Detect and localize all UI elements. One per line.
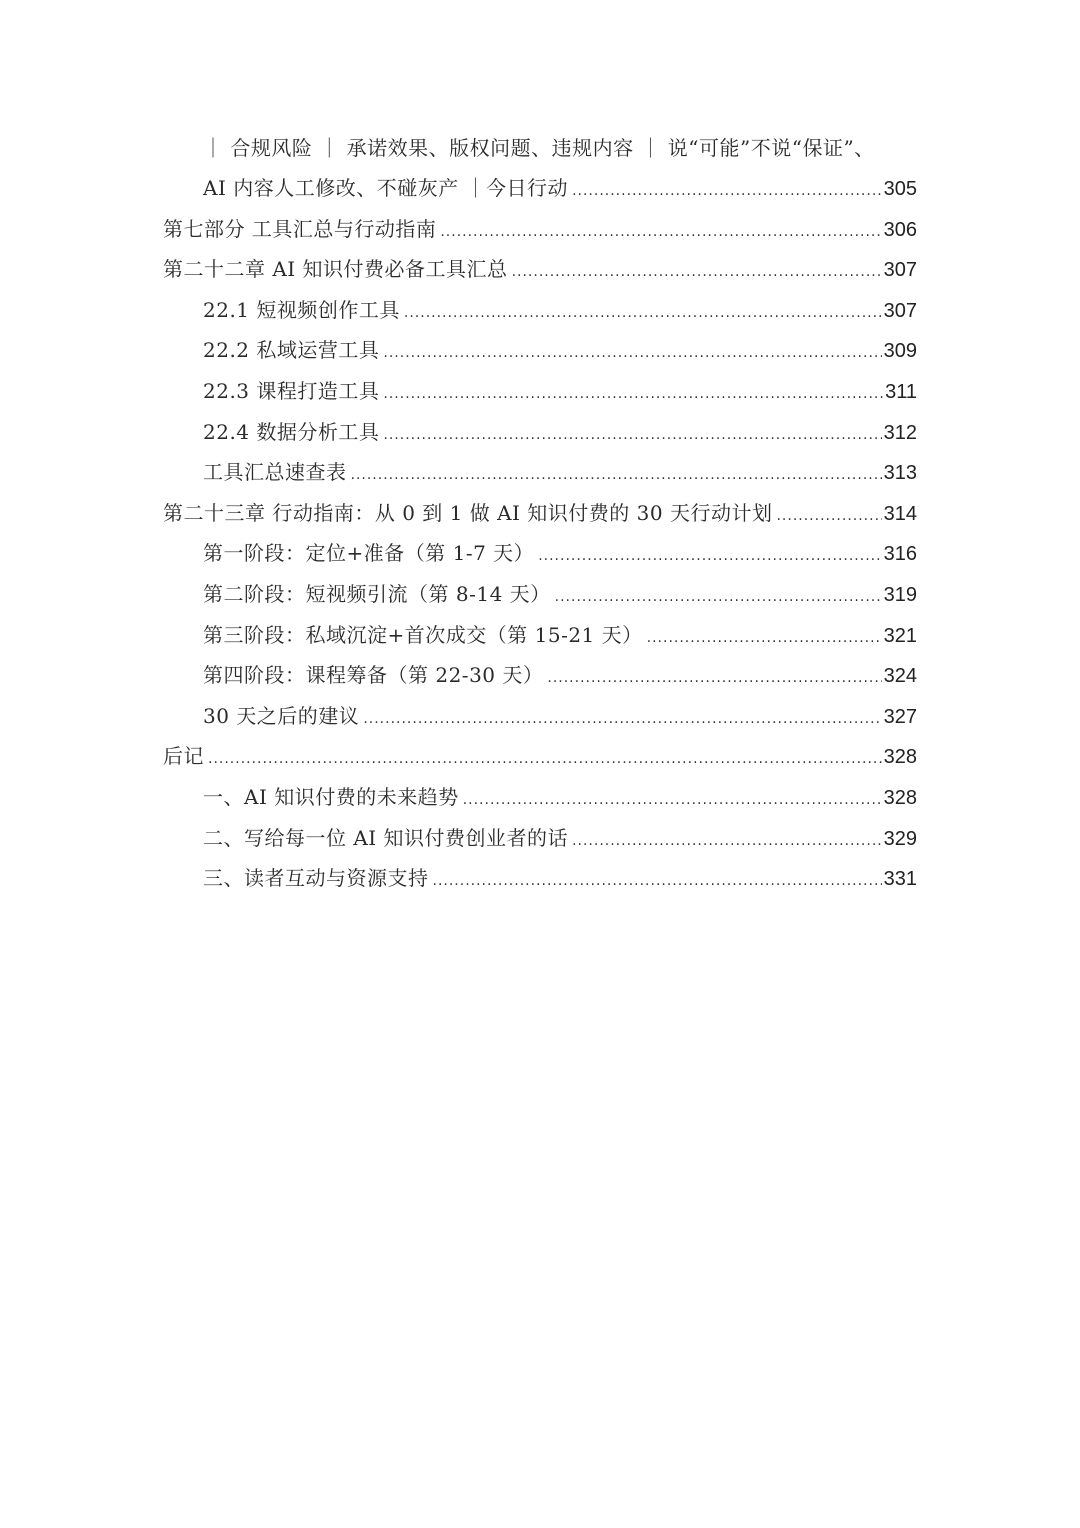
table-of-contents [163, 128, 917, 899]
toc-entry-title: 工具汇总速查表 [203, 460, 347, 485]
toc-entry[interactable] [163, 290, 917, 331]
toc-leader-dots [383, 415, 881, 456]
toc-leader-dots [572, 821, 882, 862]
toc-page-number: 307 [883, 259, 917, 282]
toc-entry-title: 二、写给每一位 AI 知识付费创业者的话 [203, 825, 569, 850]
toc-entry-title: 22.1 短视频创作工具 [203, 297, 400, 322]
toc-page-number: 329 [883, 827, 917, 850]
toc-entry[interactable] [163, 412, 917, 453]
toc-entry-title: 30 天之后的建议 [203, 703, 360, 728]
toc-entry[interactable] [163, 249, 917, 290]
toc-entry[interactable] [163, 696, 917, 737]
toc-page-number: 306 [883, 218, 917, 241]
toc-page-number: 311 [885, 380, 917, 403]
toc-entry-title: AI 内容人工修改、不碰灰产 ｜今日行动 [203, 176, 569, 200]
toc-page-number: 327 [883, 705, 917, 728]
toc-entry[interactable] [163, 858, 917, 899]
toc-page-number: 316 [883, 543, 917, 566]
toc-entry[interactable] [163, 574, 917, 615]
toc-entry-title: 第二阶段：短视频引流（第 8-14 天） [203, 581, 551, 606]
toc-entry-title: 22.2 私域运营工具 [203, 338, 380, 363]
toc-leader-dots [463, 780, 882, 821]
toc-entry-title: 第四阶段：课程筹备（第 22-30 天） [203, 663, 544, 688]
toc-leader-dots [572, 171, 882, 212]
toc-entry[interactable] [163, 533, 917, 574]
toc-leader-dots [440, 212, 881, 253]
toc-entry[interactable] [163, 655, 917, 696]
toc-page-number: 331 [883, 868, 917, 891]
toc-page-number: 314 [883, 502, 917, 525]
toc-entry-title: 三、读者互动与资源支持 [203, 866, 429, 891]
toc-leader-dots [512, 252, 882, 293]
toc-leader-dots [383, 374, 883, 415]
toc-page-number: 319 [883, 583, 917, 606]
toc-continuation-line: ｜ 合规风险 ｜ 承诺效果、版权问题、违规内容 ｜ 说“可能”不说“保证”、 [203, 136, 875, 160]
toc-page-number: 312 [883, 421, 917, 444]
toc-entry[interactable] [163, 493, 917, 534]
toc-entry[interactable] [163, 777, 917, 818]
toc-leader-dots [547, 658, 881, 699]
toc-leader-dots [776, 496, 881, 537]
toc-entry[interactable] [163, 818, 917, 859]
toc-page-number: 307 [883, 299, 917, 322]
toc-page-number: 328 [883, 746, 917, 769]
toc-entry-title: 第一阶段：定位+准备（第 1-7 天） [203, 541, 535, 566]
toc-entry[interactable] [163, 209, 917, 250]
toc-leader-dots [404, 293, 882, 334]
toc-leader-dots [383, 333, 881, 374]
toc-entry[interactable] [163, 736, 917, 777]
toc-entry-title: 第二十三章 行动指南：从 0 到 1 做 AI 知识付费的 30 天行动计划 [163, 500, 773, 525]
toc-page-number: 313 [883, 462, 917, 485]
toc-entry[interactable] [163, 452, 917, 493]
toc-leader-dots [555, 577, 882, 618]
toc-leader-dots [433, 861, 882, 902]
toc-entry[interactable] [163, 330, 917, 371]
toc-entry-title: 22.3 课程打造工具 [203, 378, 380, 403]
toc-entry[interactable] [163, 615, 917, 656]
toc-entry-title: 第二十二章 AI 知识付费必备工具汇总 [163, 257, 508, 282]
toc-entry[interactable] [163, 168, 917, 209]
toc-page-number: 328 [883, 786, 917, 809]
toc-page-number: 321 [883, 624, 917, 647]
toc-leader-dots [351, 455, 882, 496]
toc-entry-title: 22.4 数据分析工具 [203, 419, 380, 444]
toc-leader-dots [647, 618, 882, 659]
toc-entry-title: 第三阶段：私域沉淀+首次成交（第 15-21 天） [203, 622, 643, 647]
toc-leader-dots [538, 536, 881, 577]
toc-page-number: 305 [883, 178, 917, 200]
toc-entry-title: 第七部分 工具汇总与行动指南 [163, 216, 437, 241]
toc-leader-dots [208, 739, 882, 780]
toc-page-number: 309 [883, 340, 917, 363]
toc-page-number: 324 [883, 665, 917, 688]
toc-leader-dots [363, 699, 881, 740]
toc-entry-title: 一、AI 知识付费的未来趋势 [203, 784, 459, 809]
toc-entry[interactable] [163, 371, 917, 412]
toc-entry-title: 后记 [163, 744, 204, 769]
